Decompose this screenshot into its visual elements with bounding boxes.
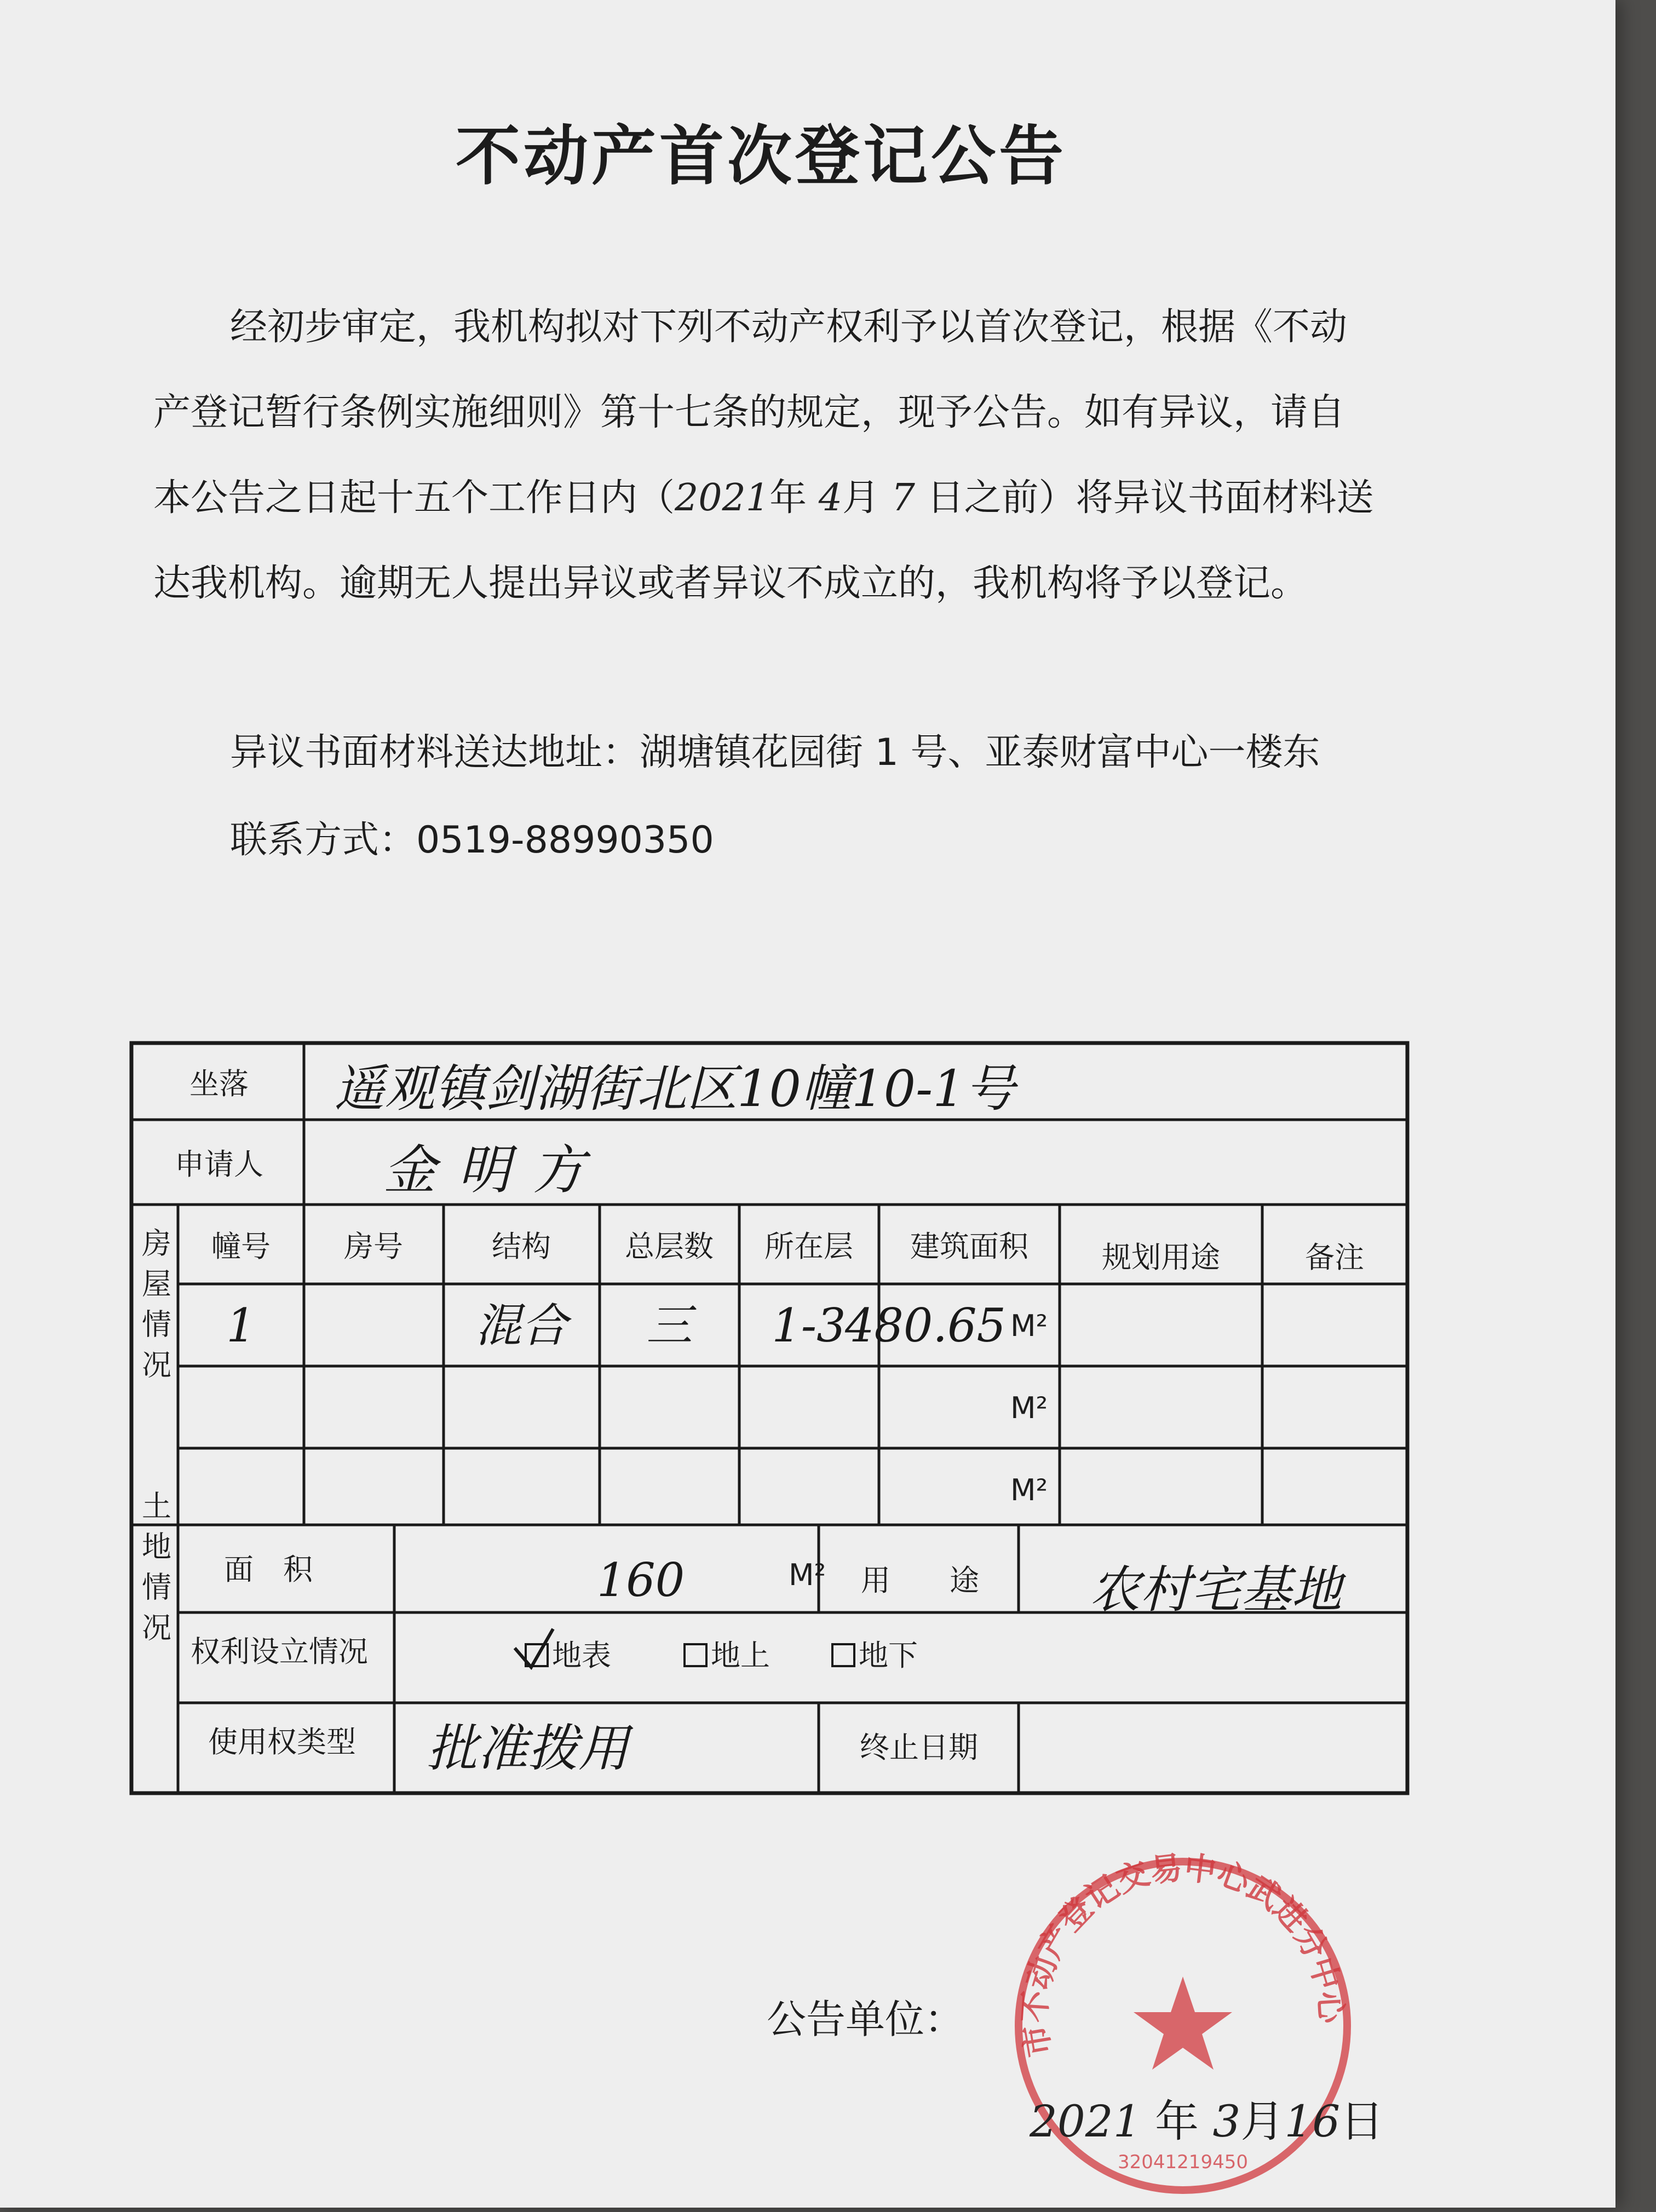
- contact-phone: 联系方式：0519-88990350: [230, 819, 714, 862]
- stamp-code: 32041219450: [1118, 2151, 1248, 2173]
- date-day-unit: 日: [1340, 2096, 1384, 2147]
- stamp-text: 市不动产登记交易中心武进分中心: [1015, 1848, 1350, 2060]
- house-rows: [226, 1299, 1048, 1507]
- intro-text-after: 日之前）将异议书面材料送达我机构。逾期无人提出异议或者异议不成立的，我机构将予以登记。: [153, 476, 1374, 605]
- house-header-cell: 所在层: [764, 1229, 853, 1264]
- house-cell-building: 1: [226, 1299, 256, 1352]
- house-row: [1010, 1473, 1048, 1507]
- notice-date: [1030, 2086, 1384, 2149]
- deadline-month: 4: [818, 476, 842, 520]
- house-row: [1010, 1391, 1048, 1425]
- date-month-unit: 月: [1240, 2096, 1285, 2147]
- land-area-label: 面 积: [224, 1552, 313, 1587]
- deadline-day: 7: [891, 476, 915, 520]
- rights-option-label: 地下: [859, 1638, 918, 1673]
- house-cell-total-floors: 三: [646, 1299, 693, 1352]
- deadline-year-unit: 年: [769, 476, 807, 520]
- house-header-cell: 总层数: [625, 1229, 714, 1264]
- star-icon: [1134, 1977, 1232, 2070]
- checkbox-icon: [685, 1644, 706, 1666]
- date-year: 2021: [1030, 2096, 1141, 2147]
- rights-option: [685, 1638, 770, 1673]
- house-header-cell: 建筑面积: [910, 1229, 1028, 1264]
- house-header-cell: 规划用途: [1102, 1240, 1220, 1275]
- house-area-unit: M²: [1010, 1473, 1048, 1507]
- rights-option-label: 地上: [711, 1638, 770, 1673]
- land-use-value: 农村宅基地: [1090, 1560, 1342, 1619]
- location-value: 遥观镇剑湖街北区10幢10-1号: [334, 1059, 1015, 1118]
- land-area-value: 160: [596, 1553, 685, 1607]
- checkbox-icon: [832, 1644, 854, 1666]
- land-use-label: 用 途: [861, 1563, 979, 1598]
- date-day: 16: [1284, 2096, 1341, 2147]
- house-header-cell: 结构: [492, 1229, 551, 1264]
- house-cell-area: 480.65: [845, 1299, 1006, 1352]
- house-area-unit: M²: [1010, 1391, 1048, 1425]
- house-row: [226, 1299, 1048, 1352]
- announcing-unit-label: 公告单位：: [767, 1996, 964, 2042]
- official-stamp: [997, 1840, 1369, 2212]
- rights-option-label: 地表: [552, 1638, 611, 1673]
- right-type-value: 批准拨用: [427, 1719, 629, 1778]
- house-header-cell: 备注: [1305, 1240, 1364, 1275]
- house-cell-floor: 1-3: [772, 1299, 846, 1352]
- objection-address: 异议书面材料送达地址：湖塘镇花园街 1 号、亚泰财富中心一楼东: [230, 731, 1320, 774]
- end-date-label: 终止日期: [860, 1730, 978, 1765]
- location-label: 坐落: [189, 1067, 249, 1101]
- rights-option: [515, 1629, 611, 1673]
- rights-label: 权利设立情况: [191, 1634, 368, 1669]
- house-header-row: [211, 1229, 1364, 1275]
- house-header-cell: 幢号: [211, 1229, 271, 1264]
- date-year-unit: 年: [1155, 2096, 1199, 2147]
- house-section-label: 房屋情况: [137, 1228, 172, 1390]
- house-header-cell: 房号: [344, 1229, 403, 1264]
- house-cell-structure: 混合: [475, 1299, 568, 1352]
- deadline-year: 2021: [675, 476, 770, 520]
- applicant-value: 金明方: [383, 1139, 607, 1201]
- rights-options: [515, 1629, 918, 1673]
- right-type-label: 使用权类型: [208, 1725, 356, 1759]
- notice-title: 不动产首次登记公告: [455, 118, 1067, 194]
- deadline-month-unit: 月: [842, 476, 879, 520]
- house-area-unit: M²: [1010, 1309, 1048, 1343]
- date-month: 3: [1212, 2096, 1241, 2147]
- intro-text-before: 经初步审定，我机构拟对下列不动产权利予以首次登记，根据《不动产登记暂行条例实施细则》第十七条的规定，现予公告。如有异议，请自本公告之日起十五个工作日内（: [153, 306, 1348, 520]
- land-area-unit: M²: [789, 1558, 826, 1592]
- rights-option: [832, 1638, 918, 1673]
- applicant-label: 申请人: [175, 1147, 263, 1182]
- land-section-label: 土地情况: [137, 1490, 172, 1652]
